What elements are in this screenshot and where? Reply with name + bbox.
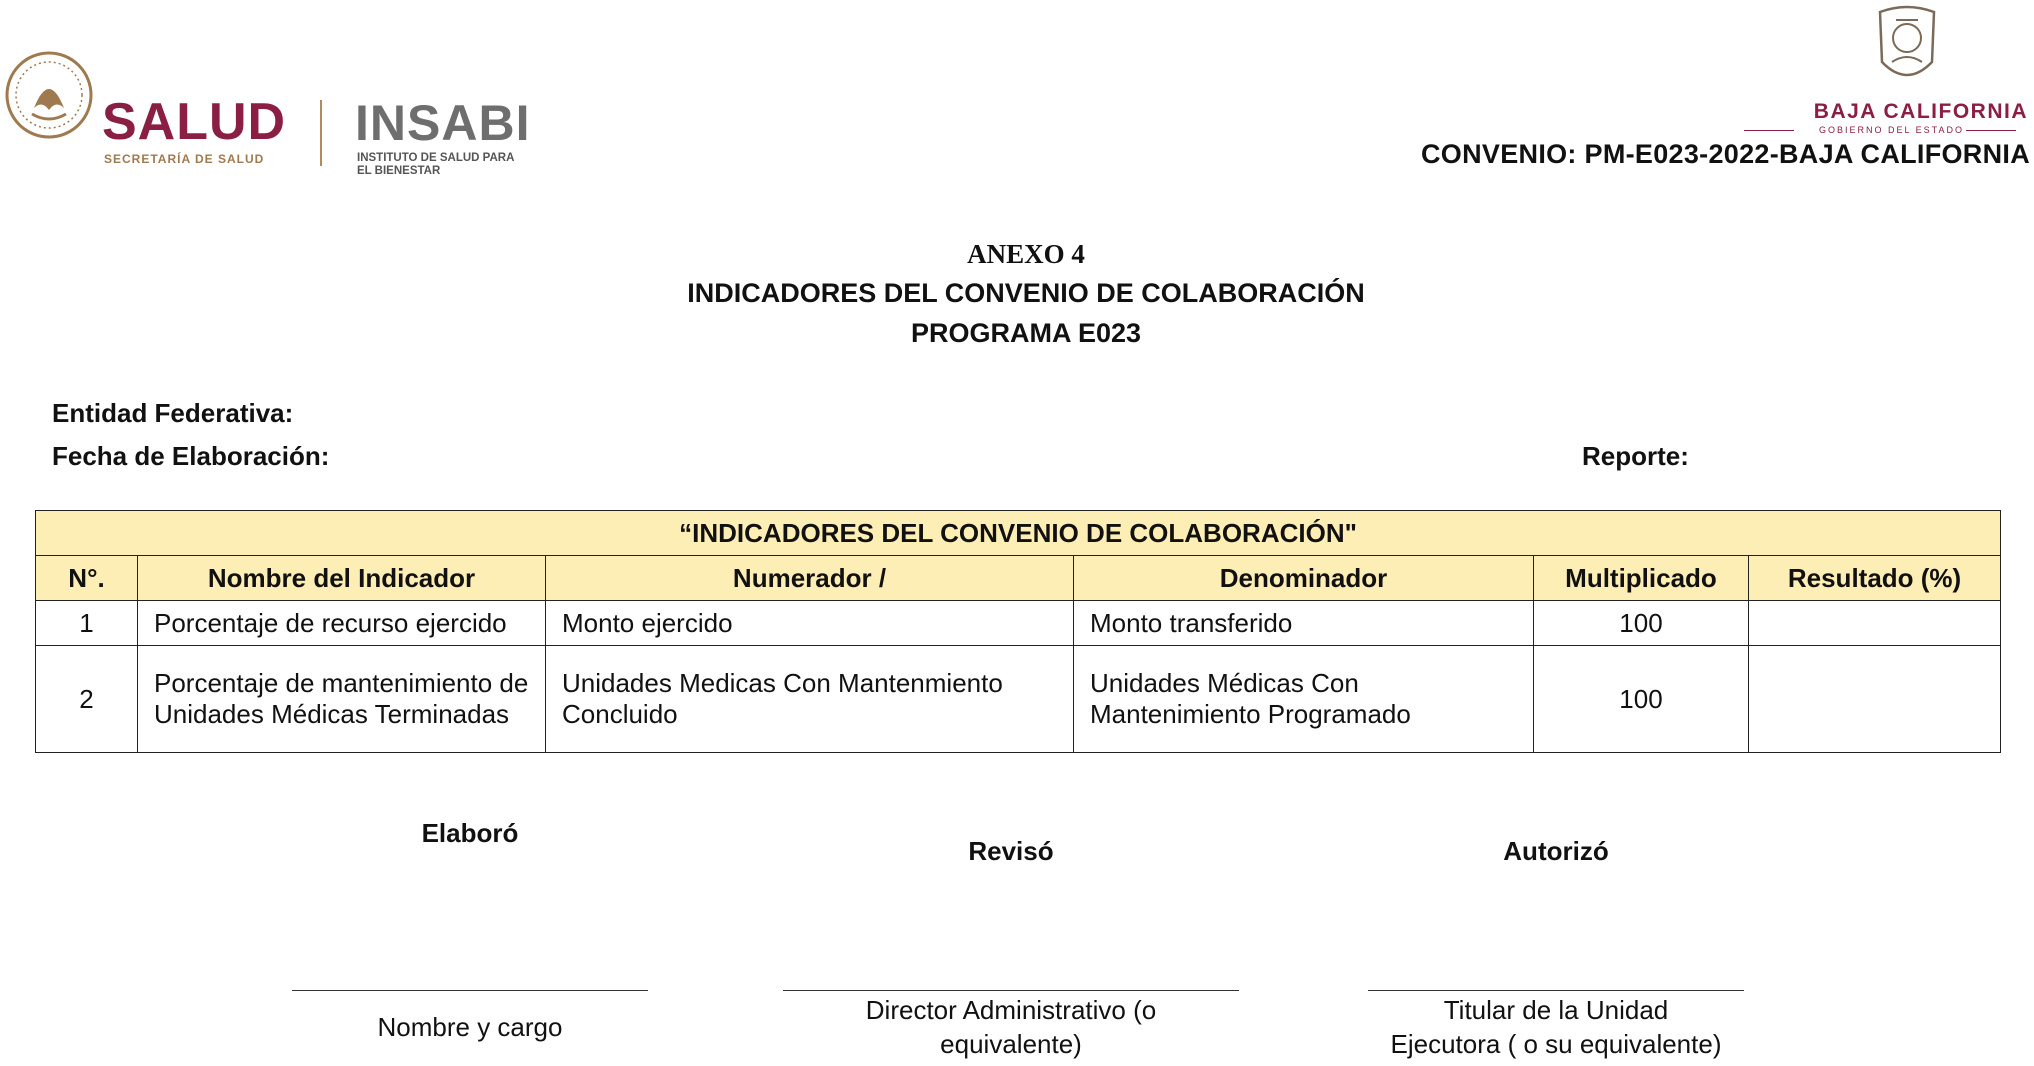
- column-header-resultado: Resultado (%): [1749, 556, 2001, 601]
- cell-multiplicado: 100: [1534, 601, 1749, 646]
- logo-rule: [1966, 130, 2016, 131]
- column-header-multiplicado: Multiplicado: [1534, 556, 1749, 601]
- program-title: PROGRAMA E023: [910, 318, 1142, 348]
- table-row: [36, 646, 2001, 753]
- cell-num: 2: [36, 646, 138, 753]
- signature-line: [783, 990, 1239, 991]
- entidad-federativa-label: Entidad Federativa:: [52, 398, 294, 428]
- cell-multiplicado: 100: [1534, 646, 1749, 753]
- gobierno-subtitle: GOBIERNO DEL ESTADO: [1818, 125, 1964, 135]
- cell-numerador: Monto ejercido: [546, 601, 1074, 646]
- signature-line: [292, 990, 648, 991]
- baja-california-logo: [1614, 0, 2034, 140]
- logo-divider: [320, 100, 322, 166]
- signature-title-autorizo: Autorizó: [1503, 836, 1609, 866]
- anexo-heading: ANEXO 4: [967, 239, 1085, 269]
- table-caption-row: [36, 511, 2001, 556]
- cell-denominador: Unidades Médicas Con Mantenimiento Programado: [1074, 646, 1534, 753]
- table-caption: “INDICADORES DEL CONVENIO DE COLABORACIÓN": [36, 511, 2001, 556]
- signature-line: [1368, 990, 1744, 991]
- reporte-label: Reporte:: [1582, 441, 1689, 471]
- column-header-nombre: Nombre del Indicador: [138, 556, 546, 601]
- document-title: INDICADORES DEL CONVENIO DE COLABORACIÓN: [687, 278, 1365, 308]
- signature-caption-reviso-2: equivalente): [940, 1029, 1082, 1059]
- table-header-row: [36, 556, 2001, 601]
- salud-insabi-logo: [0, 40, 560, 177]
- signature-caption-autorizo-2: Ejecutora ( o su equivalente): [1390, 1029, 1722, 1059]
- cell-nombre: Porcentaje de mantenimiento de Unidades Médicas Terminadas: [138, 646, 546, 753]
- signature-title-elaboro: Elaboró: [421, 818, 519, 848]
- column-header-num: N°.: [36, 556, 138, 601]
- signature-title-reviso: Revisó: [968, 836, 1054, 866]
- fecha-elaboracion-label: Fecha de Elaboración:: [52, 441, 330, 471]
- cell-resultado[interactable]: [1749, 646, 2001, 753]
- cell-numerador: Unidades Medicas Con Mantenmiento Concluido: [546, 646, 1074, 753]
- column-header-denominador: Denominador: [1074, 556, 1534, 601]
- cell-nombre: Porcentaje de recurso ejercido: [138, 601, 546, 646]
- logo-rule: [1744, 130, 1794, 131]
- insabi-wordmark: INSABI: [355, 95, 531, 151]
- mexico-coat-of-arms-icon: [4, 50, 94, 140]
- indicators-table: [35, 510, 2001, 753]
- baja-california-seal-icon: [1872, 2, 1942, 90]
- signature-caption-autorizo-1: Titular de la Unidad: [1443, 995, 1669, 1025]
- signature-caption-elaboro: Nombre y cargo: [377, 1012, 563, 1042]
- table-row: [36, 601, 2001, 646]
- signature-caption-reviso-1: Director Administrativo (o: [865, 995, 1157, 1025]
- column-header-numerador: Numerador /: [546, 556, 1074, 601]
- insabi-subtitle: INSTITUTO DE SALUD PARA EL BIENESTAR: [357, 152, 514, 177]
- cell-num: 1: [36, 601, 138, 646]
- baja-california-wordmark: BAJA CALIFORNIA: [1813, 100, 2028, 123]
- cell-denominador: Monto transferido: [1074, 601, 1534, 646]
- cell-resultado[interactable]: [1749, 601, 2001, 646]
- salud-subtitle: SECRETARÍA DE SALUD: [104, 152, 265, 166]
- convenio-code: CONVENIO: PM-E023-2022-BAJA CALIFORNIA: [1421, 139, 2030, 169]
- salud-wordmark: SALUD: [102, 93, 287, 151]
